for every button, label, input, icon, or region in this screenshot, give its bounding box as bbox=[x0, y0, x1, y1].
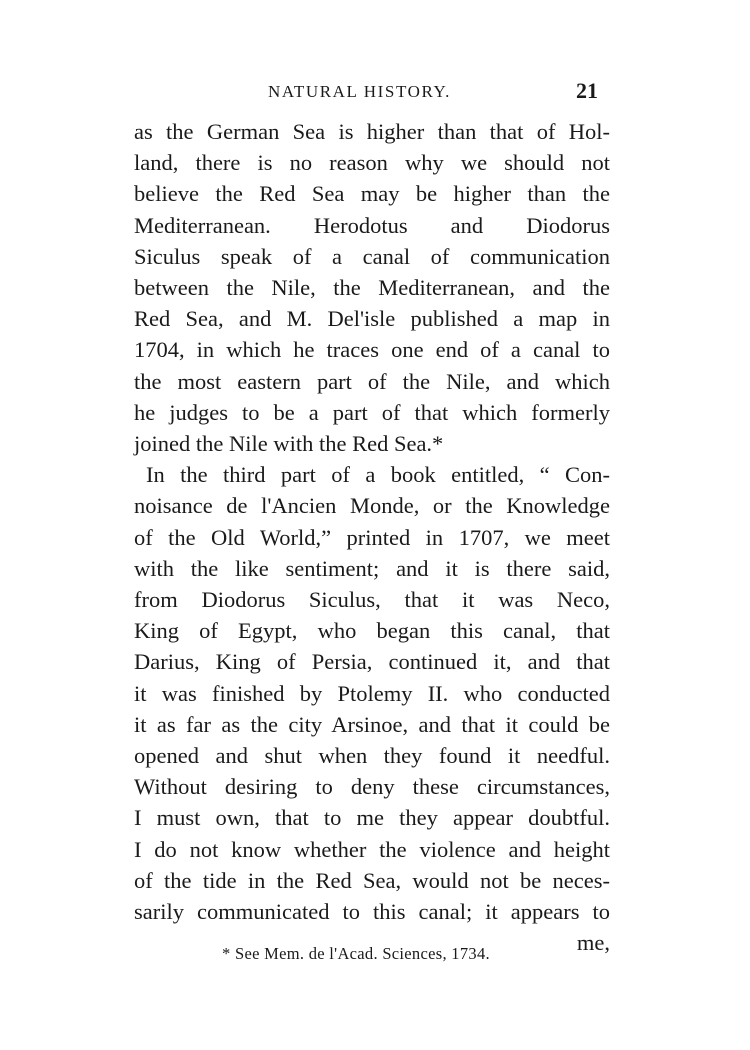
text-line: noisance de l'Ancien Monde, or the Knowledge bbox=[134, 493, 610, 519]
text-line: as the German Sea is higher than that of Hol- bbox=[134, 119, 610, 144]
text-line: King of Egypt, who began this canal, that bbox=[134, 618, 610, 644]
text-line: believe the Red Sea may be higher than the bbox=[134, 181, 610, 207]
text-line: I do not know whether the violence and height bbox=[134, 836, 610, 862]
text-line: opened and shut when they found it needful. bbox=[134, 743, 610, 769]
page-number: 21 bbox=[576, 78, 598, 103]
text-line: Red Sea, and M. Del'isle published a map in bbox=[134, 306, 610, 332]
text-line: from Diodorus Siculus, that it was Neco, bbox=[134, 587, 610, 613]
text-line: it as far as the city Arsinoe, and that it could be bbox=[134, 711, 610, 737]
text-line: of the Old World,” printed in 1707, we meet bbox=[134, 524, 610, 550]
text-line: Siculus speak of a canal of communication bbox=[134, 243, 610, 269]
footnote: * See Mem. de l'Acad. Sciences, 1734. bbox=[222, 944, 490, 963]
text-line: it was finished by Ptolemy II. who conducted bbox=[134, 680, 610, 706]
text-line: 1704, in which he traces one end of a canal to bbox=[134, 337, 610, 363]
text-line: Without desiring to deny these circumstances, bbox=[134, 774, 610, 800]
text-line: of the tide in the Red Sea, would not be neces- bbox=[134, 867, 610, 893]
text-line: Mediterranean. Herodotus and Diodorus bbox=[134, 212, 610, 238]
body-text bbox=[134, 116, 610, 958]
text-line: Darius, King of Persia, continued it, and that bbox=[134, 649, 610, 675]
text-line: with the like sentiment; and it is there said, bbox=[134, 555, 610, 581]
running-head-title: NATURAL HISTORY. bbox=[268, 82, 452, 101]
text-line: between the Nile, the Mediterranean, and the bbox=[134, 275, 610, 301]
text-line: the most eastern part of the Nile, and which bbox=[134, 368, 610, 394]
text-line-paragraph-end: joined the Nile with the Red Sea.* bbox=[134, 431, 444, 457]
text-line: he judges to be a part of that which formerly bbox=[134, 399, 610, 425]
text-line: sarily communicated to this canal; it appears to bbox=[134, 899, 610, 925]
catchword: me, bbox=[576, 930, 610, 956]
text-line: land, there is no reason why we should not bbox=[134, 150, 610, 176]
text-line-paragraph-start: In the third part of a book entitled, “ Con- bbox=[146, 462, 610, 488]
text-line: I must own, that to me they appear doubtful. bbox=[134, 805, 610, 831]
